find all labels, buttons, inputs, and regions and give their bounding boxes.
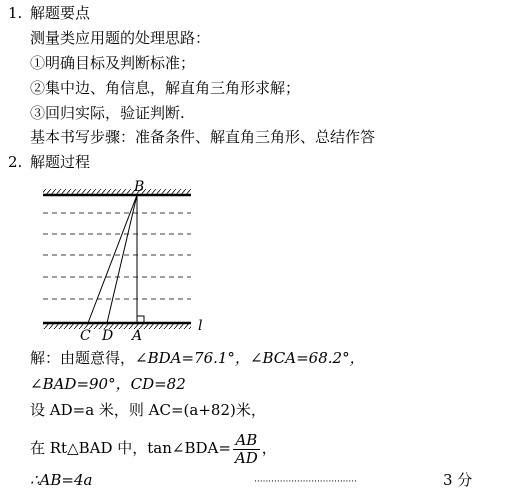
river-diagram [35, 178, 235, 343]
section1-line1: 测量类应用题的处理思路： [30, 29, 211, 47]
tan-expression: 在 Rt△BAD 中，tan∠BDA= [30, 439, 231, 457]
section1-line5: 基本书写步骤：准备条件、解直角三角形、总结作答 [30, 128, 376, 146]
fraction-AB-over-AD [233, 432, 260, 467]
score-leader-dots: ···································· [254, 477, 357, 487]
section2-number: 2. [8, 153, 23, 171]
solution-line2: ∠BAD=90°，CD=82 [30, 375, 186, 393]
section1-line4: ③回归实际，验证判断. [30, 104, 185, 122]
section1-line2: ①明确目标及判断标准； [30, 54, 196, 72]
point-label-C: C [80, 328, 91, 343]
point-label-A: A [132, 328, 143, 343]
solution-line3: 设 AD=a 米，则 AC=(a+82)米， [30, 401, 266, 419]
bottom-bank-hatching [43, 324, 191, 329]
fraction-denominator: AD [234, 448, 258, 467]
angle-BDA: ∠BDA=76.1°， [135, 349, 250, 367]
solution-intro: 解：由题意得， [30, 349, 136, 367]
solution-line4 [30, 426, 277, 470]
section1-line3: ②集中边、角信息，解直角三角形求解； [30, 79, 301, 97]
section1-heading: 解题要点 [30, 4, 91, 22]
segment-BC [88, 195, 137, 323]
point-label-B: B [134, 179, 145, 195]
line-label-l: l [198, 318, 203, 334]
fraction-numerator: AB [233, 432, 260, 450]
section2-heading: 解题过程 [30, 153, 91, 171]
solution-line1 [30, 349, 365, 367]
section1-number: 1. [8, 4, 23, 22]
segment-BD [107, 195, 137, 323]
point-label-D: D [102, 328, 114, 343]
angle-BCA: ∠BCA=68.2°， [249, 349, 365, 367]
solution-line5: ∴AB=4a [30, 471, 93, 489]
line4-comma: ， [261, 439, 277, 457]
top-bank-hatching [43, 189, 191, 194]
score-points: 3 分 [443, 471, 473, 489]
